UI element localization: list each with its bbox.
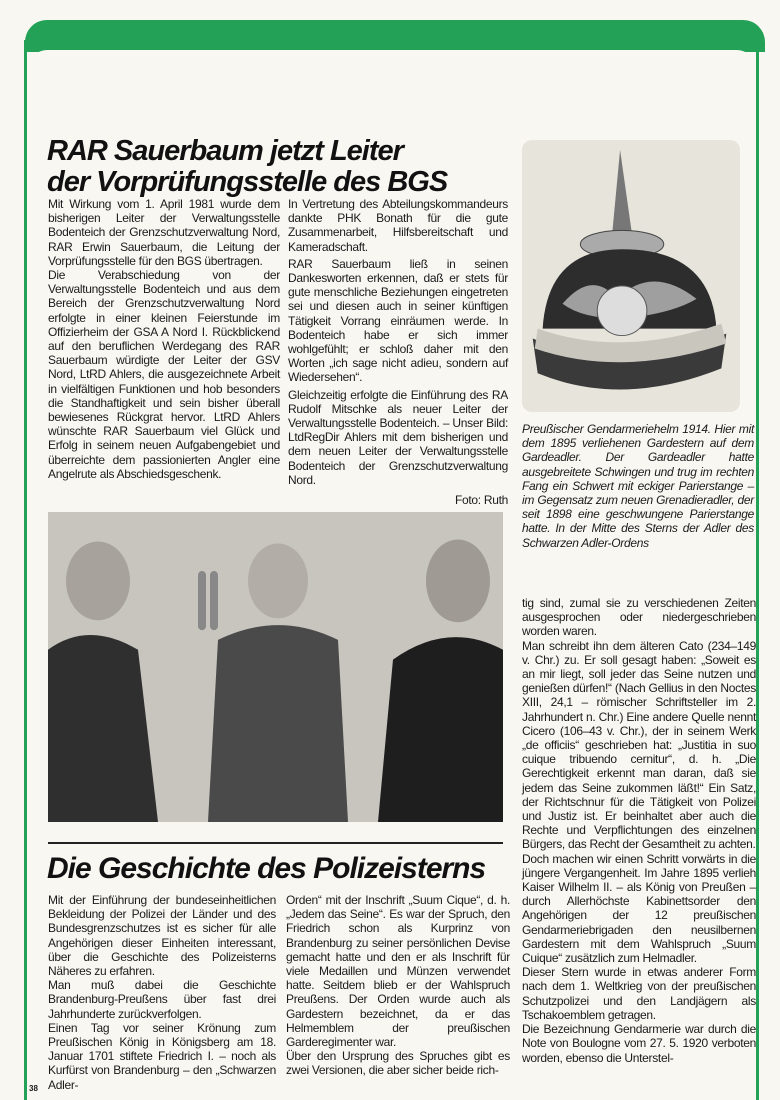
- article1-title: [47, 136, 447, 199]
- paragraph: In Vertretung des Abteilungskommandeurs dankte PHK Bonath für die gute Zusammenarbeit, Hilfsbereitschaft und Kameradschaft.: [288, 197, 508, 254]
- paragraph: Orden“ mit der Inschrift „Suum Cique“, d. h. „Jedem das Seine“. Es war der Spruch, den Friedrich schon als Kurprinz von Brandenburg zu seiner persönlichen Devise gemacht hatte und den er als Inschrift für viele Medaillen und Münzen verwendet hatte. Seitdem blieb er der Wahlspruch Preußens. Der Orden wurde auch als Gardestern bezeichnet, da er das Helmemblem der preußischen Garderegimenter war.: [286, 893, 510, 1050]
- green-frame-right: [756, 40, 759, 1100]
- paragraph: Mit Wirkung vom 1. April 1981 wurde dem bisherigen Leiter der Verwaltungsstelle Bodenteich der Grenzschutzverwaltung Nord, RAR Erwin Sauerbaum, die Leitung der Vorprüfungsstelle für den BGS übertragen.: [48, 197, 280, 268]
- paragraph: Die Bezeichnung Gendarmerie war durch die Note von Boulogne vom 27. 5. 1920 verboten worden, ebenso die Unterstel-: [522, 1022, 756, 1065]
- paragraph: Man muß dabei die Geschichte Brandenburg-Preußens über fast drei Jahrhunderte zurückverfolgen.: [48, 978, 276, 1021]
- paragraph: Dieser Stern wurde in etwas anderer Form nach dem 1. Weltkrieg von der preußischen Schutzpolizei und den Landjägern als Tschakoemblem getragen.: [522, 965, 756, 1022]
- helmet-caption: Preußischer Gendarmeriehelm 1914. Hier mit dem 1895 verliehenen Gardestern auf dem Gardeadler. Der Gardeadler hatte ausgebreitete Schwingen und trug im rechten Fang ein Schwert mit eckiger Parierstange – im Gegensatz zum neuen Grenadieradler, der seit 1898 eine geschwungene Parierstange hatte. In der Mitte des Sterns der Adler des Schwarzen Adler-Ordens: [522, 422, 754, 550]
- paragraph: tig sind, zumal sie zu verschiedenen Zeiten ausgesprochen oder niedergeschrieben worden waren.: [522, 596, 756, 639]
- article2-column1: [48, 893, 276, 1092]
- paragraph: Über den Ursprung des Spruches gibt es zwei Versionen, die aber sicher beide rich-: [286, 1049, 510, 1078]
- section-divider: [48, 842, 503, 844]
- paragraph: Gleichzeitig erfolgte die Einführung des RA Rudolf Mitschke als neuer Leiter der Verwaltungsstelle Bodenteich. – Unser Bild: LtdRegDir Ahlers mit dem bisherigen und dem neuen Leiter der Verwaltungsstelle Bodenteich der Grenzschutzverwaltung Nord.: [288, 387, 508, 487]
- article2-column2: [286, 893, 510, 1078]
- photo-credit: Foto: Ruth: [454, 493, 508, 508]
- green-frame-inner-curve: [29, 50, 755, 90]
- paragraph: Doch machen wir einen Schritt vorwärts in die jüngere Vergangenheit. Im Jahre 1895 verlieh Kaiser Wilhelm II. – als König von Preußen – durch Allerhöchste Kabinettsorder den Angehörigen der 12 preußischen Gendarmeriebrigaden den neusilbernen Gardestern mit dem Wahlspruch „Suum Cuique“ zusätzlich zum Helmadler.: [522, 851, 756, 966]
- article1-title-line2: der Vorprüfungsstelle des BGS: [47, 166, 448, 199]
- page-number: 38: [29, 1084, 38, 1093]
- group-photo: [48, 512, 503, 822]
- article1-title-line1: RAR Sauerbaum jetzt Leiter: [47, 135, 403, 167]
- paragraph: RAR Sauerbaum ließ in seinen Dankesworten erkennen, daß er stets für gute menschliche Beziehungen eingetreten sei und diesen auch in seiner künftigen Tätigkeit Vorrang einräumen werde. In Bodenteich habe er sich immer wohlgefühlt; er schloß daher mit den Worten „ich sage nicht adieu, sondern auf Wiedersehen“.: [288, 256, 508, 385]
- article1-column1: [48, 197, 280, 481]
- helmet-illustration: [522, 140, 740, 412]
- paragraph: Die Verabschiedung von der Verwaltungsstelle Bodenteich und aus dem Bereich der Grenzschutzverwaltung Nord erfolgte in einer kleinen Feierstunde im Offizierheim der GSA A Nord I. Rückblickend auf den beruflichen Werdegang des RAR Sauerbaum würdigte der Leiter der GSV Nord, LtRD Ahlers, die ausgezeichnete Arbeit in vielfältigen Funktionen und hob besonders die Standhaftigkeit und sein bisher überall bewiesenes Rückgrat hervor. LtRD Ahlers wünschte RAR Sauerbaum viel Glück und Erfolg in seinem neuen Aufgabengebiet und überreichte dem passionierten Angler eine Angelrute als Abschiedsgeschenk.: [48, 268, 280, 481]
- paragraph: Man schreibt ihn dem älteren Cato (234–149 v. Chr.) zu. Er soll gesagt haben: „Soweit es an mir liegt, soll jeder das Seine nutzen und genießen dürfen!“ (Nach Gellius in den Noctes XIII, 24,1 – römischer Schriftsteller im 2. Jahrhundert n. Chr.) Eine andere Quelle nennt Cicero (106–43 v. Chr.), der in seinem Werk „de officiis“ geschrieben hat: „Justitia in suo cuique tribuendo cernitur“, d. h. „Die Gerechtigkeit erkennt man daran, daß sie jedem das Seine zukommen läßt!“ Ein Satz, der Richtschnur für die Tätigkeit von Polizei und Justiz ist. Er beinhaltet aber auch die Rechte und Verpflichtungen des einzelnen Bürgers, das Recht der Gesamtheit zu achten.: [522, 638, 756, 852]
- paragraph: Mit der Einführung der bundeseinheitlichen Bekleidung der Polizei der Länder und des Bundesgrenzschutzes ist es sicher für alle Angehörigen dieser Einheiten interessant, über die Geschichte des Polizeisterns Näheres zu erfahren.: [48, 893, 276, 979]
- article2-title: Die Geschichte des Polizeisterns: [47, 852, 486, 885]
- paragraph: Einen Tag vor seiner Krönung zum Preußischen König in Königsberg am 18. Januar 1701 stiftete Friedrich I. – noch als Kurfürst von Brandenburg – den „Schwarzen Adler-: [48, 1020, 276, 1092]
- article1-column2: [288, 197, 508, 507]
- green-frame-left: [24, 40, 27, 1100]
- article2-column3: [522, 596, 756, 1065]
- green-frame-top: [25, 20, 765, 52]
